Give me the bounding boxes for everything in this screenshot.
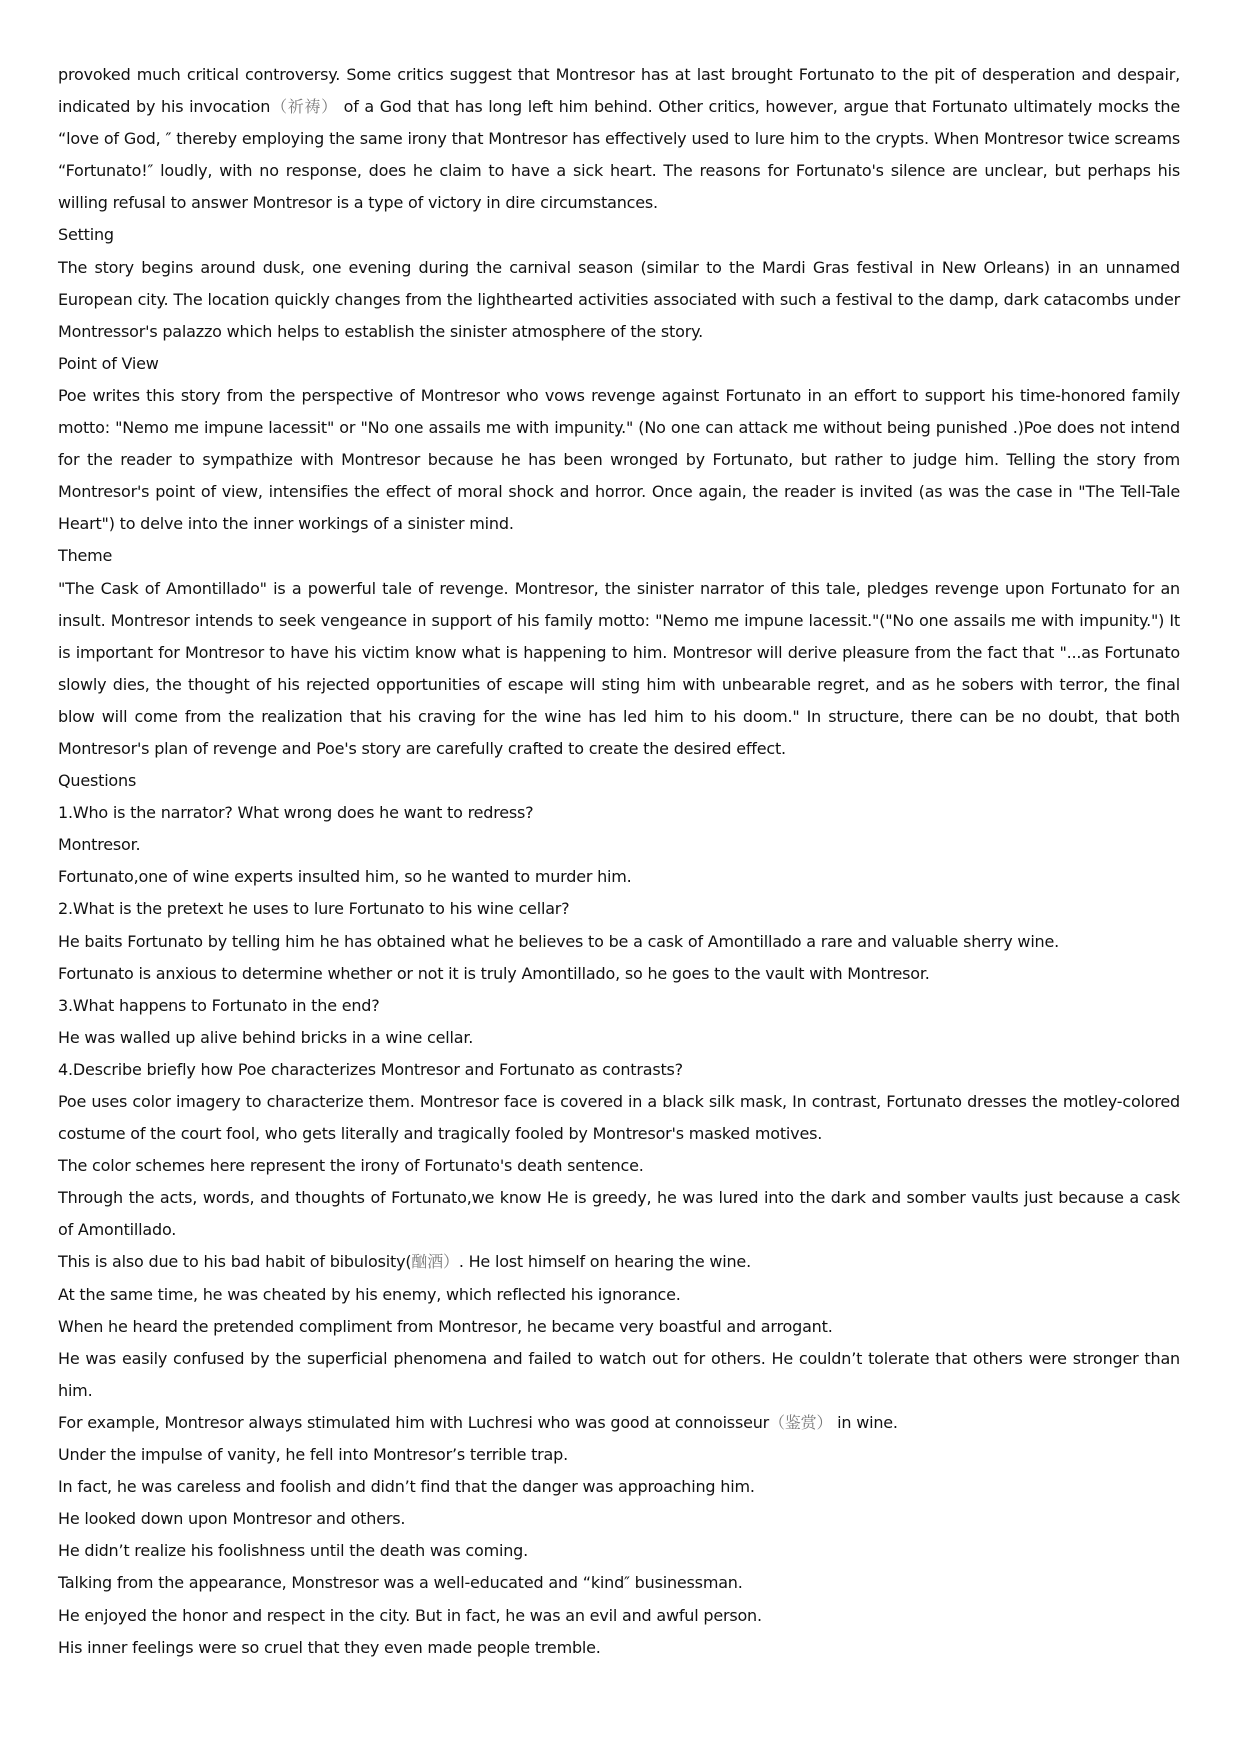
paragraph: In fact, he was careless and foolish and didn’t find that the danger was approaching him.	[58, 1477, 755, 1497]
section-heading: Point of View	[58, 353, 159, 373]
paragraph: For example, Montresor always stimulated him with Luchresi who was good at connoisseur（鉴赏） in wine.	[58, 1412, 898, 1432]
paragraph: He looked down upon Montresor and others.	[58, 1509, 406, 1529]
paragraph: He baits Fortunato by telling him he has obtained what he believes to be a cask of Amontillado a rare and valuable sherry wine.	[58, 931, 1060, 951]
paragraph: Through the acts, words, and thoughts of Fortunato,we know He is greedy, he was lured into the dark and somber vaults just because a cask of Amontillado.	[58, 1188, 1180, 1240]
paragraph: Montresor.	[58, 835, 141, 855]
paragraph: 3.What happens to Fortunato in the end?	[58, 995, 380, 1015]
paragraph: Talking from the appearance, Monstresor was a well-educated and “kind″ businessman.	[58, 1573, 743, 1593]
paragraph: 1.Who is the narrator? What wrong does he want to redress?	[58, 803, 534, 823]
paragraph: 4.Describe briefly how Poe characterizes Montresor and Fortunato as contrasts?	[58, 1059, 683, 1079]
paragraph: Under the impulse of vanity, he fell into Montresor’s terrible trap.	[58, 1445, 568, 1465]
paragraph: At the same time, he was cheated by his enemy, which reflected his ignorance.	[58, 1284, 681, 1304]
paragraph: provoked much critical controversy. Some critics suggest that Montresor has at last brought Fortunato to the pit of desperation and despair, indicated by his invocation（祈祷） of a God that has long left him behind. Other critics, however, argue that Fortunato ultimately mocks the “love of God, ″ thereby employing the same irony that Montresor has effectively used to lure him to the crypts. When Montresor twice screams “Fortunato!″ loudly, with no response, does he claim to have a sick heart. The reasons for Fortunato's silence are unclear, but perhaps his willing refusal to answer Montresor is a type of victory in dire circumstances.	[58, 65, 1181, 213]
paragraph: The story begins around dusk, one evening during the carnival season (similar to the Mardi Gras festival in New Orleans) in an unnamed European city. The location quickly changes from the lighthearted activities associated with such a festival to the damp, dark catacombs under Montressor's palazzo which helps to establish the sinister atmosphere of the story.	[58, 257, 1180, 341]
chinese-gloss: （鉴赏）	[769, 1412, 833, 1432]
paragraph: Poe writes this story from the perspective of Montresor who vows revenge against Fortunato in an effort to support his time-honored family motto: "Nemo me impune lacessit" or "No one assails me with impunity." (No one can attack me without being punished .)Poe does not intend for the reader to sympathize with Montresor because he has been wronged by Fortunato, but rather to judge him. Telling the story from Montresor's point of view, intensifies the effect of moral shock and horror. Once again, the reader is invited (as was the case in "The Tell-Tale Heart") to delve into the inner workings of a sinister mind.	[58, 385, 1180, 534]
paragraph: Fortunato,one of wine experts insulted him, so he wanted to murder him.	[58, 867, 632, 887]
section-heading: Questions	[58, 771, 137, 791]
paragraph: Fortunato is anxious to determine whether or not it is truly Amontillado, so he goes to the vault with Montresor.	[58, 963, 930, 983]
chinese-gloss: 酗酒）	[411, 1252, 459, 1272]
paragraph: Poe uses color imagery to characterize them. Montresor face is covered in a black silk mask, In contrast, Fortunato dresses the motley-colored costume of the court fool, who gets literally and tragically fooled by Montresor's masked motives.	[58, 1092, 1180, 1144]
paragraph: His inner feelings were so cruel that they even made people tremble.	[58, 1637, 601, 1657]
section-heading: Setting	[58, 225, 114, 245]
paragraph: 2.What is the pretext he uses to lure Fortunato to his wine cellar?	[58, 899, 570, 919]
section-heading: Theme	[58, 546, 113, 566]
paragraph: The color schemes here represent the irony of Fortunato's death sentence.	[58, 1156, 644, 1176]
paragraph: He didn’t realize his foolishness until the death was coming.	[58, 1541, 529, 1561]
paragraph: He was walled up alive behind bricks in a wine cellar.	[58, 1027, 474, 1047]
paragraph: When he heard the pretended compliment from Montresor, he became very boastful and arrogant.	[58, 1316, 833, 1336]
paragraph: He enjoyed the honor and respect in the city. But in fact, he was an evil and awful person.	[58, 1605, 762, 1625]
paragraph: He was easily confused by the superficial phenomena and failed to watch out for others. He couldn’t tolerate that others were stronger than him.	[58, 1348, 1180, 1400]
chinese-gloss: （祈祷）	[270, 97, 338, 117]
document-body	[58, 59, 1180, 1664]
paragraph: "The Cask of Amontillado" is a powerful tale of revenge. Montresor, the sinister narrator of this tale, pledges revenge upon Fortunato for an insult. Montresor intends to seek vengeance in support of his family motto: "Nemo me impune lacessit."("No one assails me with impunity.") It is important for Montresor to have his victim know what is happening to him. Montresor will derive pleasure from the fact that "...as Fortunato slowly dies, the thought of his rejected opportunities of escape will sting him with unbearable regret, and as he sobers with terror, the final blow will come from the realization that his craving for the wine has led him to his doom." In structure, there can be no doubt, that both Montresor's plan of revenge and Poe's story are carefully crafted to create the desired effect.	[58, 578, 1180, 758]
paragraph: This is also due to his bad habit of bibulosity(酗酒）. He lost himself on hearing the wine.	[58, 1252, 751, 1272]
